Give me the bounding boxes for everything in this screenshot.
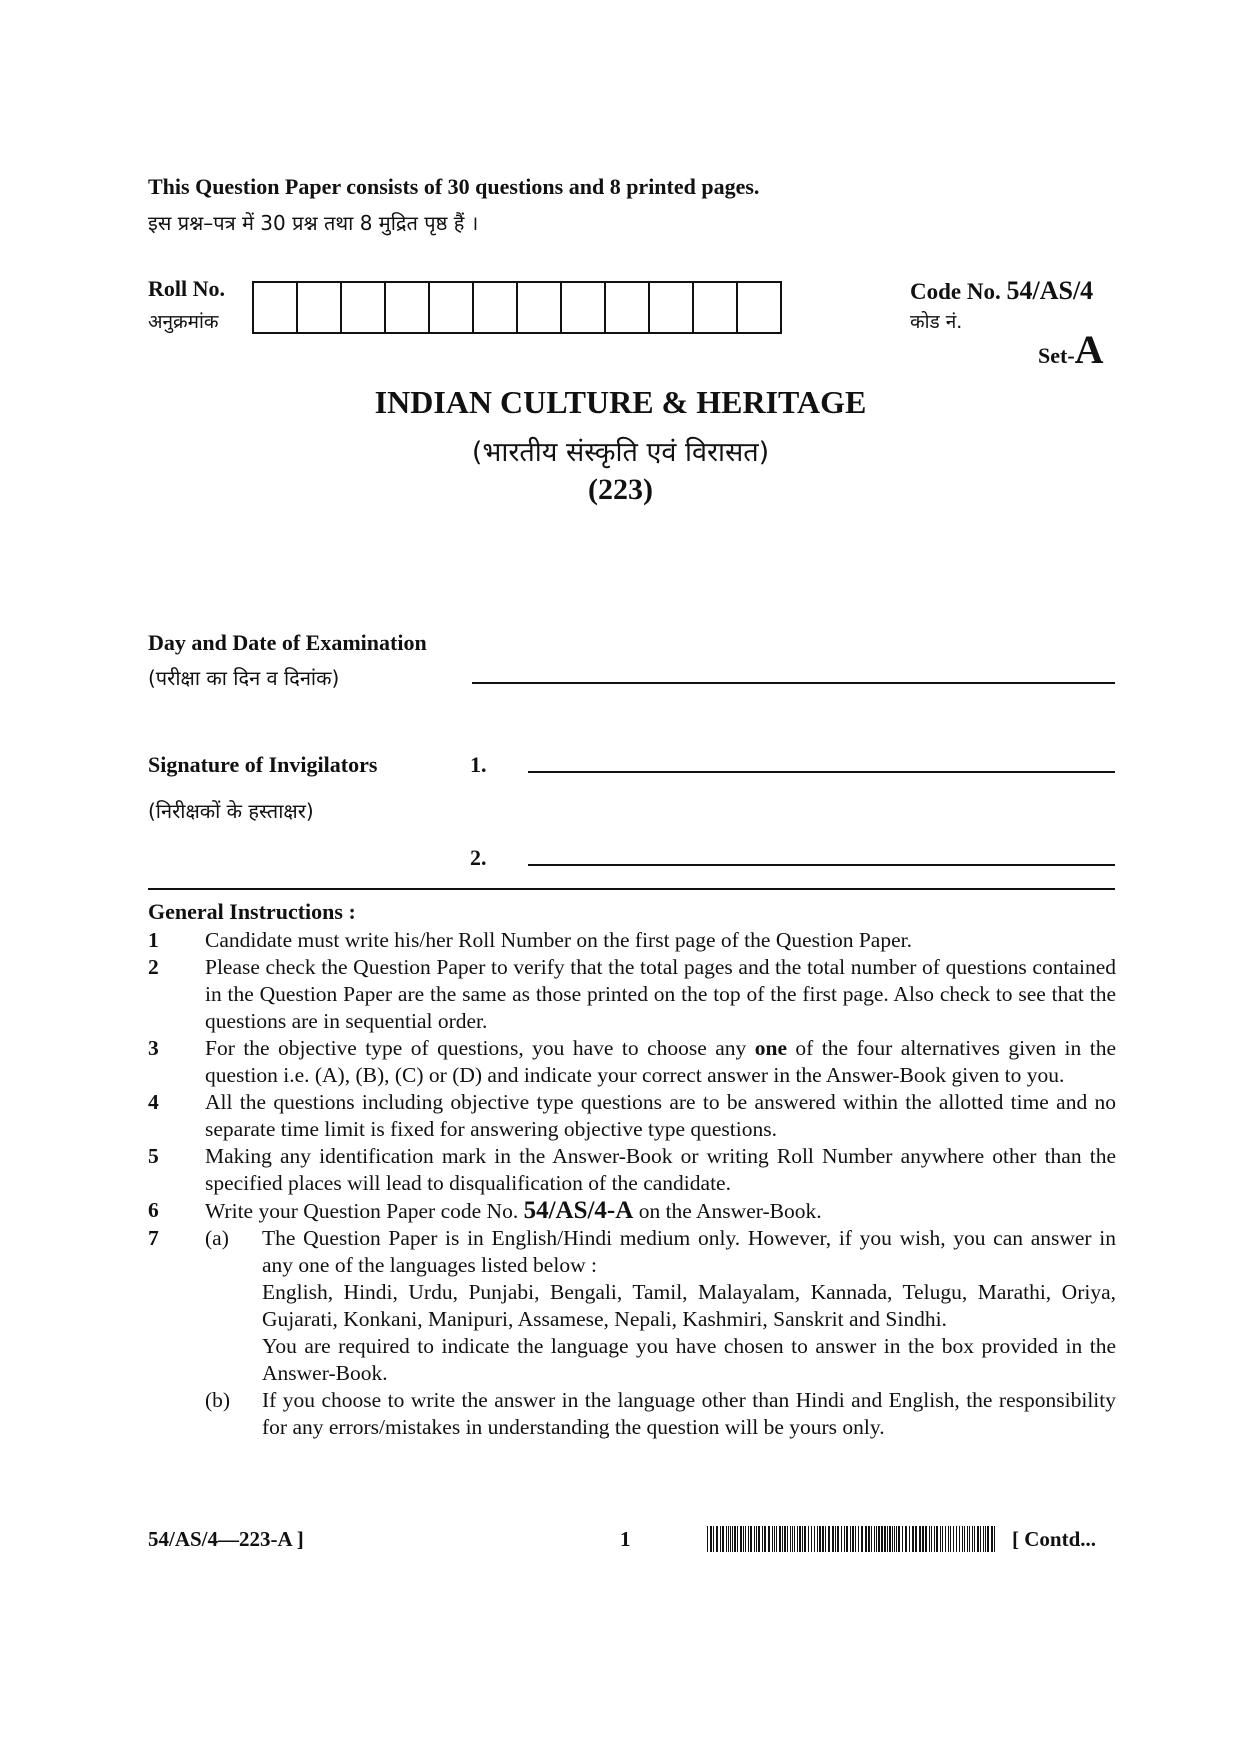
question-paper-code: 54/AS/4-A [523,1197,634,1224]
set-prefix: Set- [1038,343,1075,368]
instruction-number: 3 [148,1036,159,1060]
roll-number-boxes[interactable] [252,281,782,334]
barcode-icon [707,1526,997,1552]
sub-instruction-letter: (a) [205,1226,229,1250]
paper-info-english: This Question Paper consists of 30 questions and 8 printed pages. [148,174,760,199]
language-list: English, Hindi, Urdu, Punjabi, Bengali, Tamil, Malayalam, Kannada, Telugu, Marathi, Oriya, Gujarati, Konkani, Manipuri, Assamese, Nepali, Kashmiri, Sanskrit and Sindhi. [262,1280,1116,1331]
instruction-text-part: For the objective type of questions, you have to choose any [205,1036,755,1060]
instruction-emphasis: one [754,1036,787,1060]
invigilator-2-signature-field[interactable] [528,864,1115,866]
roll-digit-box[interactable] [606,283,650,332]
instructions-list [148,927,1116,1441]
instruction-number: 1 [148,928,159,952]
invigilator-2-number: 2. [470,845,487,870]
instruction-number: 2 [148,955,159,979]
instruction-number: 5 [148,1144,159,1168]
subject-code: (223) [588,473,653,506]
instruction-item [148,1225,1116,1441]
instruction-text [205,1197,1116,1225]
continued-label: [ Contd... [1012,1527,1097,1551]
exam-date-label: Day and Date of Examination [148,630,427,655]
roll-digit-box[interactable] [474,283,518,332]
language-note: You are required to indicate the language you have chosen to answer in the box provided in the Answer-Book. [262,1334,1116,1385]
instruction-text: Making any identification mark in the Answer-Book or writing Roll Number anywhere other than the specified places will lead to disqualification of the candidate. [205,1144,1116,1195]
sub-instruction-letter: (b) [205,1388,231,1412]
instruction-item [148,1035,1116,1089]
sub-instruction-text: The Question Paper is in English/Hindi medium only. However, if you wish, you can answer in any one of the languages listed below : [262,1226,1116,1277]
code-number-value: 54/AS/4 [1006,276,1094,305]
invigilator-1-number: 1. [470,752,487,777]
instruction-text: Candidate must write his/her Roll Number on the first page of the Question Paper. [205,928,912,952]
roll-digit-box[interactable] [254,283,298,332]
paper-title: INDIAN CULTURE & HERITAGE [374,384,867,420]
instruction-item [148,1089,1116,1143]
roll-digit-box[interactable] [650,283,694,332]
page-number: 1 [620,1527,631,1551]
general-instructions-heading: General Instructions : [148,899,356,924]
instruction-number: 6 [148,1198,159,1222]
code-number-label: Code No. [910,279,1001,304]
exam-date-field[interactable] [472,682,1115,684]
roll-digit-box[interactable] [562,283,606,332]
roll-digit-box[interactable] [342,283,386,332]
roll-digit-box[interactable] [738,283,782,332]
instruction-text-part: on the Answer-Book. [633,1199,822,1223]
instruction-text-part: Write your Question Paper code No. [205,1199,524,1223]
instruction-item [148,927,1116,954]
instruction-text [205,1225,1116,1441]
instruction-text [205,1035,1116,1089]
roll-number-label: Roll No. [148,276,225,301]
footer-paper-code: 54/AS/4—223-A ] [148,1527,304,1551]
paper-title-hindi: (भारतीय संस्कृति एवं विरासत) [471,437,770,468]
roll-digit-box[interactable] [386,283,430,332]
roll-digit-box[interactable] [694,283,738,332]
instruction-item [148,1197,1116,1225]
instruction-text-part: of the four alternatives given in the question i.e. (A), (B), (C) or (D) and indicate your correct answer in the Answer-Book given to you. [205,1036,1116,1087]
invigilator-1-signature-field[interactable] [528,771,1115,773]
code-number [910,276,1093,306]
exam-date-label-hindi: (परीक्षा का दिन व दिनांक) [148,666,340,690]
roll-digit-box[interactable] [430,283,474,332]
section-divider [148,888,1115,890]
paper-info-hindi: इस प्रश्न–पत्र में 30 प्रश्न तथा 8 मुद्रित पृष्ठ हैं । [148,211,479,235]
roll-number-label-hindi: अनुक्रमांक [148,311,219,333]
sub-instruction-a [205,1225,1116,1279]
roll-digit-box[interactable] [298,283,342,332]
instruction-number: 7 [148,1226,159,1250]
code-number-label-hindi: कोड नं. [910,311,963,333]
instruction-text: All the questions including objective type questions are to be answered within the allotted time and no separate time limit is fixed for answering objective type questions. [205,1090,1116,1141]
invigilator-signature-label-hindi: (निरीक्षकों के हस्ताक्षर) [148,799,314,823]
roll-digit-box[interactable] [518,283,562,332]
instruction-item [148,1143,1116,1197]
set-value: A [1074,327,1104,372]
instruction-item [148,954,1116,1035]
set-label [1038,326,1104,373]
sub-instruction-text: If you choose to write the answer in the language other than Hindi and English, the responsibility for any errors/mistakes in understanding the question will be yours only. [262,1388,1116,1439]
instruction-text: Please check the Question Paper to verify that the total pages and the total number of questions contained in the Question Paper are the same as those printed on the top of the first page. Also check to see that the questions are in sequential order. [205,955,1116,1033]
instruction-number: 4 [148,1090,159,1114]
sub-instruction-b [205,1387,1116,1441]
invigilator-signature-label: Signature of Invigilators [148,752,378,777]
